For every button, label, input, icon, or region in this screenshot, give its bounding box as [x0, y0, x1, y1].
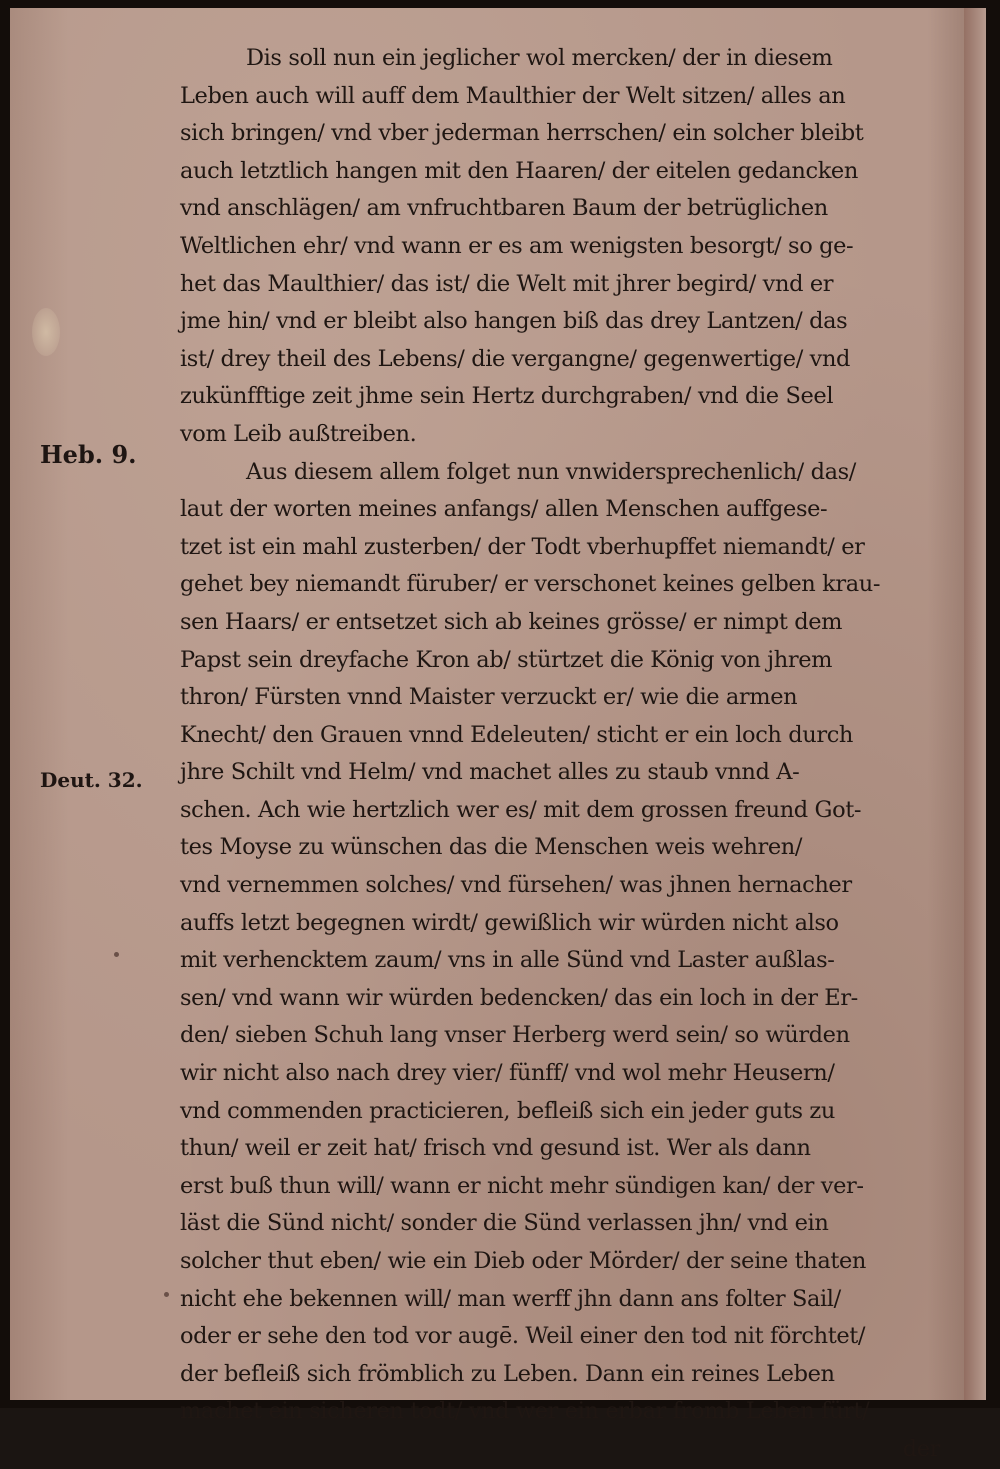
- text-line: thun/ weil er zeit hat/ frisch vnd gesund ist. Wer als dann: [180, 1135, 811, 1162]
- text-line: läst die Sünd nicht/ sonder die Sünd verlassen jhn/ vnd ein: [180, 1210, 829, 1237]
- text-line: zukünfftige zeit jhme sein Hertz durchgraben/ vnd die Seel: [180, 383, 834, 410]
- margin-note-heb: Heb. 9.: [40, 440, 137, 469]
- text-line: sich bringen/ vnd vber jederman herrschen/ ein solcher bleibt: [180, 120, 864, 147]
- text-line: vnd anschlägen/ am vnfruchtbaren Baum der betrüglichen: [180, 195, 828, 222]
- margin-note-deut: Deut. 32.: [40, 768, 143, 792]
- text-line: tes Moyse zu wünschen das die Menschen weis wehren/: [180, 834, 803, 861]
- paper-stain: [32, 308, 60, 356]
- paper-speck: [114, 952, 119, 957]
- text-line: wir nicht also nach drey vier/ fünff/ vnd wol mehr Heusern/: [180, 1060, 835, 1087]
- text-line: vom Leib außtreiben.: [180, 420, 417, 447]
- text-line: erst buß thun will/ wann er nicht mehr sündigen kan/ der ver-: [180, 1172, 864, 1199]
- text-line: Papst sein dreyfache Kron ab/ stürtzet die König von jhrem: [180, 646, 833, 673]
- text-line: het das Maulthier/ das ist/ die Welt mit jhrer begird/ vnd er: [180, 270, 834, 297]
- text-line: der befleiß sich frömblich zu Leben. Dann ein reines Leben: [180, 1360, 835, 1387]
- text-line: Leben auch will auff dem Maulthier der Welt sitzen/ alles an: [180, 82, 846, 109]
- catchword: der: [902, 1435, 940, 1462]
- body-text: [180, 40, 940, 1469]
- text-line: jhre Schilt vnd Helm/ vnd machet alles zu staub vnnd A-: [180, 759, 800, 786]
- text-line: Knecht/ den Grauen vnnd Edeleuten/ sticht er ein loch durch: [180, 721, 853, 748]
- text-line: auch letztlich hangen mit den Haaren/ der eitelen gedancken: [180, 157, 858, 184]
- text-line: gehet bey niemandt füruber/ er verschonet keines gelben krau-: [180, 571, 881, 598]
- text-line: laut der worten meines anfangs/ allen Menschen auffgese-: [180, 496, 828, 523]
- text-line: oder er sehe den tod vor augē. Weil einer den tod nit förchtet/: [180, 1323, 866, 1350]
- text-line: mit verhencktem zaum/ vns in alle Sünd vnd Laster außlas-: [180, 947, 835, 974]
- text-line: ist/ drey theil des Lebens/ die vergangne/ gegenwertige/ vnd: [180, 345, 851, 372]
- text-line: tzet ist ein mahl zusterben/ der Todt vberhupffet niemandt/ er: [180, 533, 865, 560]
- text-line: Weltlichen ehr/ vnd wann er es am wenigsten besorgt/ so ge-: [180, 232, 854, 259]
- text-line: solcher thut eben/ wie ein Dieb oder Mörder/ der seine thaten: [180, 1248, 867, 1274]
- text-line: sen Haars/ er entsetzet sich ab keines grösse/ er nimpt dem: [180, 608, 843, 635]
- text-line: thron/ Fürsten vnnd Maister verzuckt er/ wie die armen: [180, 684, 798, 711]
- text-line: jme hin/ vnd er bleibt also hangen biß das drey Lantzen/ das: [180, 308, 848, 335]
- text-line: den/ sieben Schuh lang vnser Herberg werd sein/ so würden: [180, 1022, 850, 1049]
- paper-speck: [164, 1292, 169, 1297]
- text-line: schen. Ach wie hertzlich wer es/ mit dem grossen freund Got-: [180, 796, 862, 823]
- text-line: sen/ vnd wann wir würden bedencken/ das ein loch in der Er-: [180, 984, 858, 1011]
- text-line: Dis soll nun ein jeglicher wol mercken/ der in diesem: [246, 45, 833, 71]
- text-line: auffs letzt begegnen wirdt/ gewißlich wir würden nicht also: [180, 909, 839, 936]
- page-edge-shadow: [964, 8, 986, 1400]
- text-line: vnd vernemmen solches/ vnd fürsehen/ was jhnen hernacher: [180, 872, 852, 899]
- text-line: Aus diesem allem folget nun vnwidersprechenlich/ das/: [246, 458, 856, 485]
- text-line: machet ein sicheren todt/ vnd wer ein erbar fromb Leben fürt/: [180, 1398, 870, 1425]
- text-line: vnd commenden practicieren, befleiß sich ein jeder guts zu: [180, 1097, 835, 1124]
- text-line: nicht ehe bekennen will/ man werff jhn dann ans folter Sail/: [180, 1285, 841, 1312]
